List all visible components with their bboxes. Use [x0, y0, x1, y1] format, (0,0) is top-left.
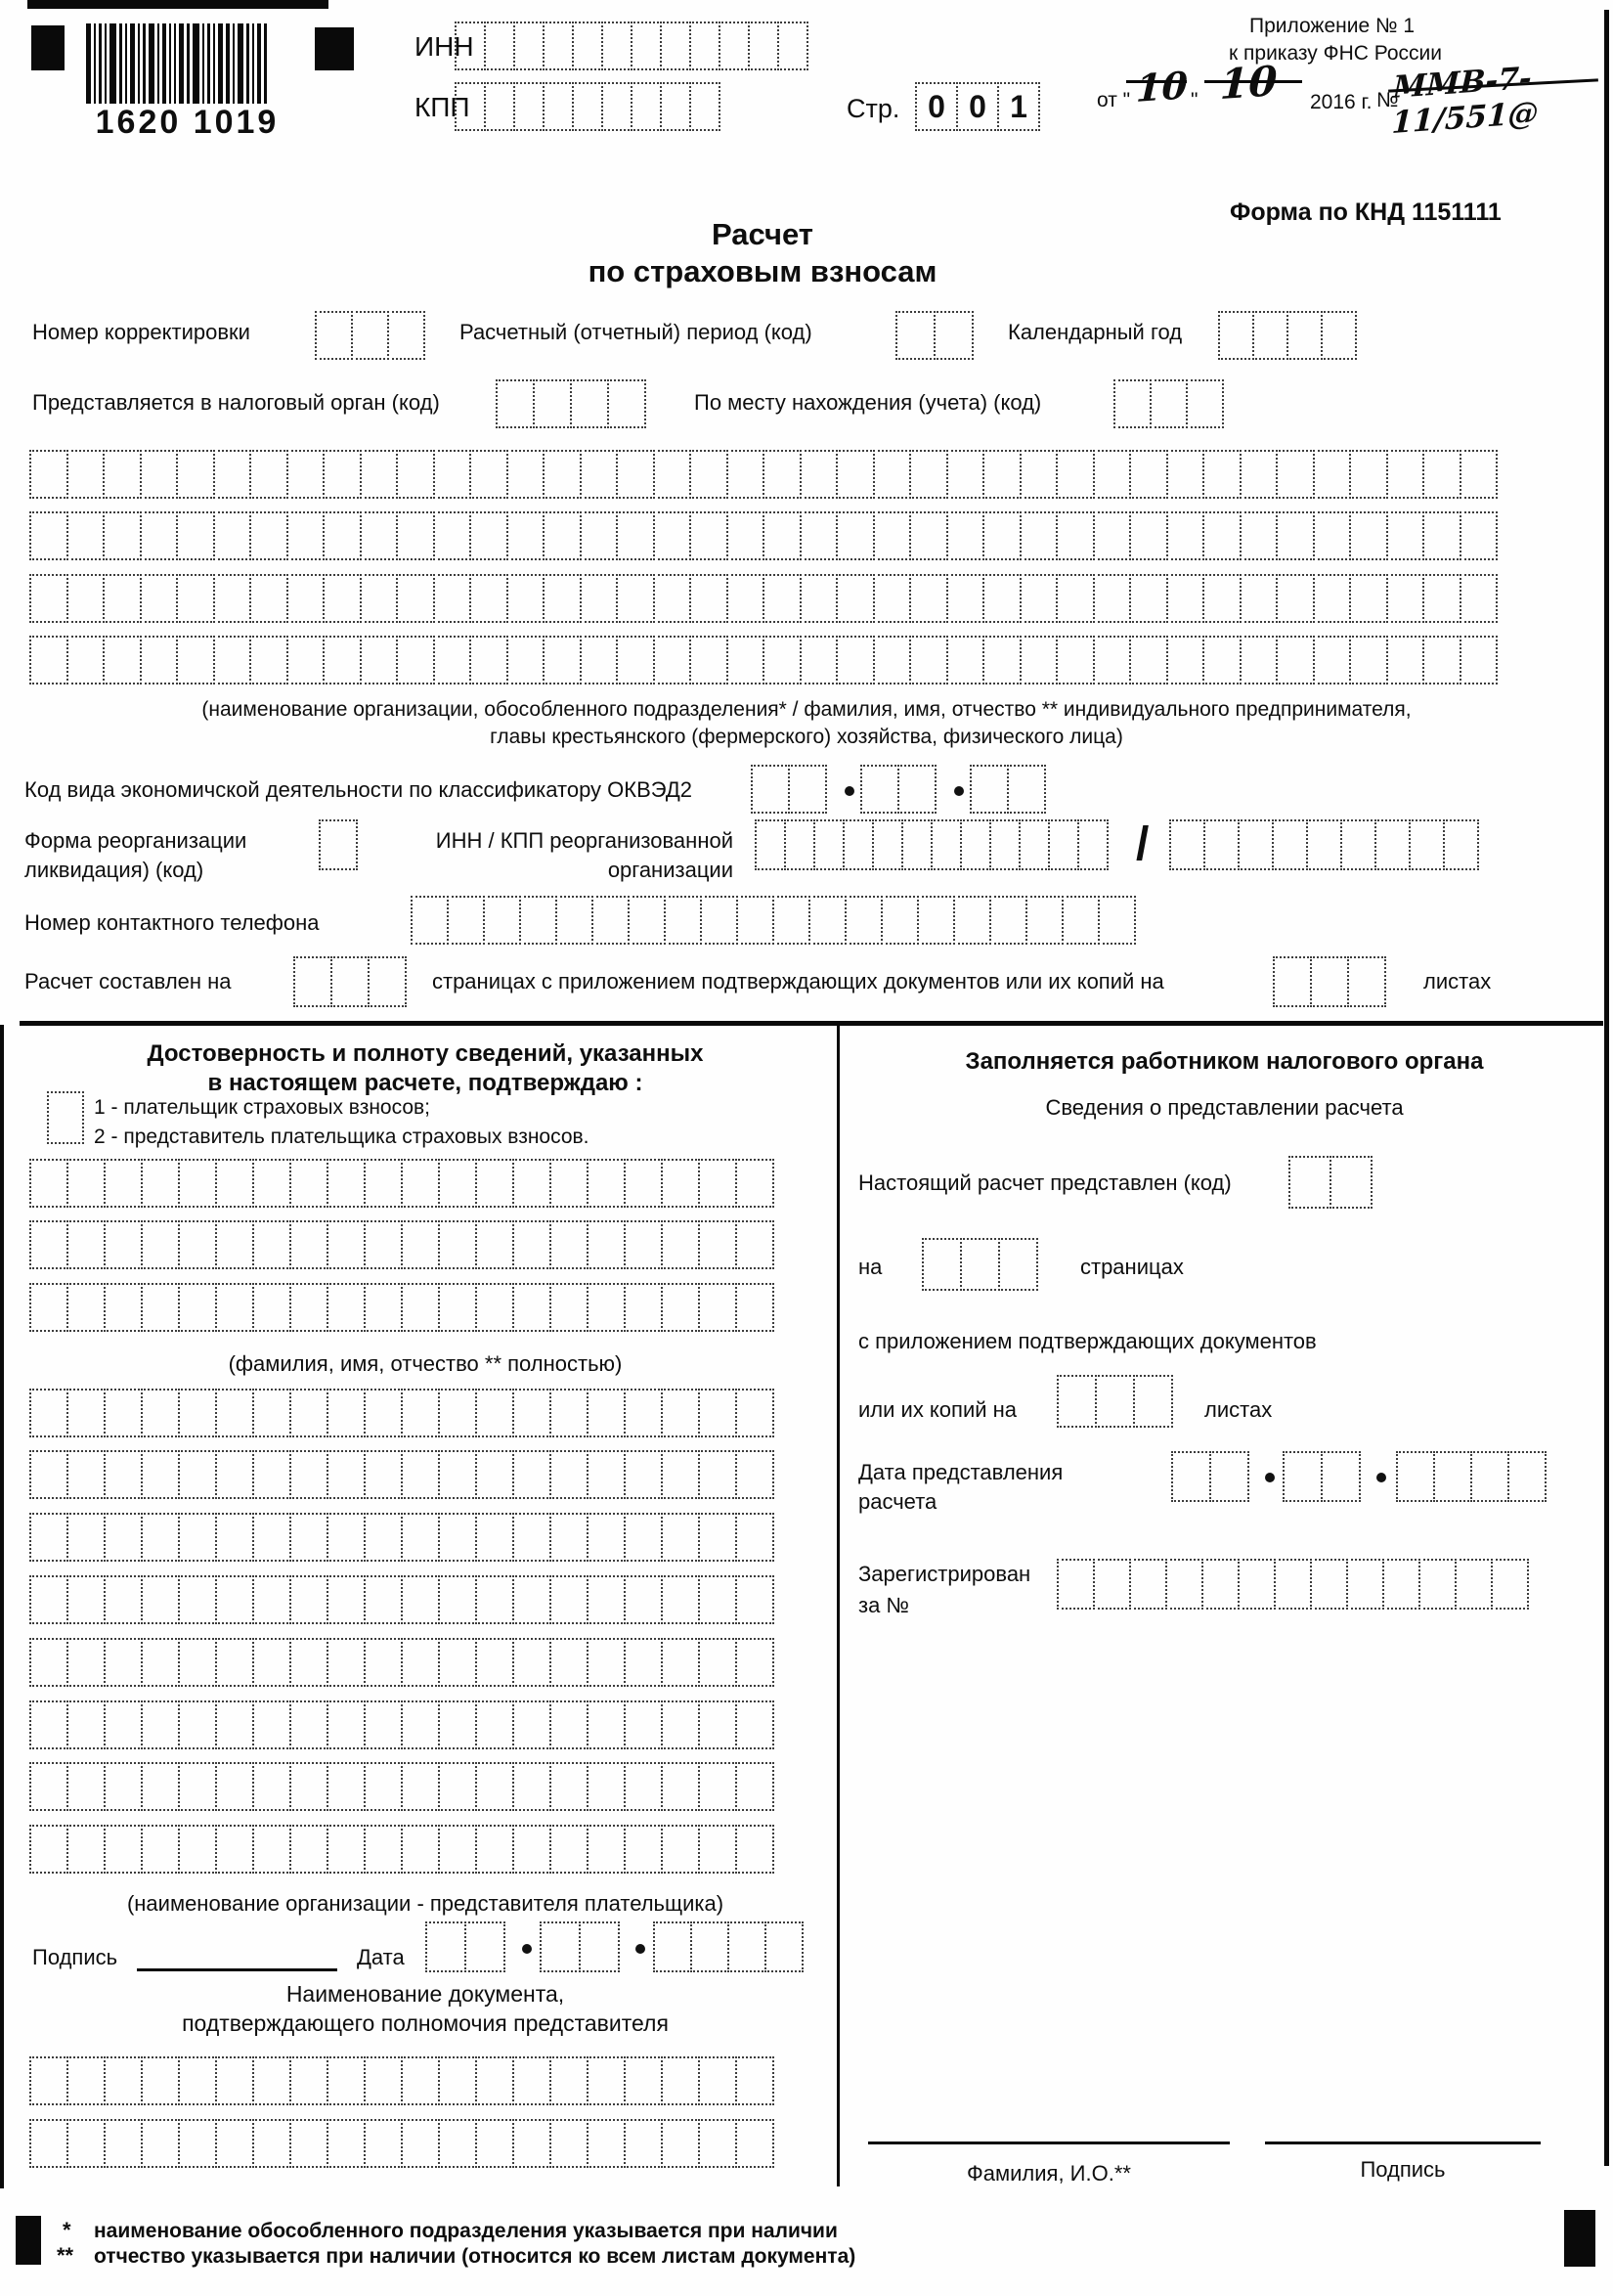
trust-header-1: Достоверность и полноту сведений, указанных — [147, 1040, 704, 1067]
submission-date-label-1: Дата представления — [858, 1460, 1064, 1484]
org-name-caption-1: (наименование организации, обособленного подразделения* / фамилия, имя, отчество ** индивидуального предпринимателя, — [201, 698, 1412, 721]
period-label: Расчетный (отчетный) период (код) — [459, 320, 812, 344]
order-number-sign: № — [1376, 89, 1399, 111]
order-month-underline — [1204, 80, 1302, 83]
page-number-cells[interactable]: 0 0 1 — [915, 82, 1040, 131]
footnote-1-text: наименование обособленного подразделения указывается при наличии — [94, 2220, 838, 2242]
okved-input-group1[interactable] — [751, 765, 827, 814]
knd-code: Форма по КНД 1151111 — [1230, 199, 1502, 226]
okved-dot-2 — [954, 786, 964, 796]
sign-date-year-input[interactable] — [653, 1921, 804, 1972]
submission-date-year-input[interactable] — [1396, 1451, 1547, 1502]
scan-right-edge — [1604, 10, 1609, 2166]
scan-top-strip — [27, 0, 328, 9]
rep-org-row-3[interactable] — [29, 1513, 774, 1562]
okved-dot-1 — [845, 786, 854, 796]
correction-number-label: Номер корректировки — [32, 320, 250, 344]
registered-label-2: за № — [858, 1593, 910, 1617]
order-month-handwritten: 10 — [1219, 56, 1279, 110]
rep-org-caption: (наименование организации - представителя плательщика) — [126, 1891, 724, 1916]
copies-label: или их копий на — [858, 1397, 1018, 1422]
tax-authority-input[interactable] — [496, 379, 646, 428]
location-code-label: По месту нахождения (учета) (код) — [694, 390, 1042, 415]
fio-row-1[interactable] — [29, 1159, 774, 1208]
presented-code-label: Настоящий расчет представлен (код) — [858, 1170, 1232, 1195]
on-pages-label: на — [858, 1255, 883, 1279]
reorg-kpp-input[interactable] — [1169, 819, 1479, 870]
rep-org-row-4[interactable] — [29, 1575, 774, 1624]
phone-input[interactable] — [411, 896, 1136, 945]
tax-officer-subheader: Сведения о представлении расчета — [1045, 1095, 1404, 1120]
org-name-row-2[interactable] — [29, 511, 1498, 560]
location-code-input[interactable] — [1113, 379, 1224, 428]
reorg-slash: / — [1136, 818, 1150, 870]
sheets-word: листах — [1204, 1397, 1273, 1422]
appendix-line2: к приказу ФНС России — [1229, 42, 1442, 65]
reorg-innkpp-label-2: организации — [607, 858, 733, 882]
registered-label-1: Зарегистрирован — [858, 1562, 1031, 1586]
officer-sign-label: Подпись — [1360, 2157, 1446, 2182]
payer-option-1: 1 - плательщик страховых взносов; — [94, 1096, 431, 1119]
rep-org-row-7[interactable] — [29, 1762, 774, 1811]
inn-input[interactable] — [455, 22, 808, 70]
fio-row-3[interactable] — [29, 1283, 774, 1332]
rep-org-row-5[interactable] — [29, 1638, 774, 1687]
trust-header-2: в настоящем расчете, подтверждаю : — [207, 1070, 643, 1096]
pages-count-input[interactable] — [293, 956, 407, 1007]
order-day-handwritten: 10 — [1135, 63, 1189, 110]
order-quote: " — [1191, 89, 1199, 111]
registration-mark-bottom-right — [1564, 2210, 1595, 2267]
reorg-form-label-1: Форма реорганизации — [24, 828, 247, 853]
sign-date-dot-1 — [522, 1944, 532, 1954]
org-name-row-1[interactable] — [29, 450, 1498, 499]
appendix-line1: Приложение № 1 — [1249, 15, 1416, 37]
sign-date-month-input[interactable] — [540, 1921, 620, 1972]
barcode — [86, 23, 270, 104]
correction-number-input[interactable] — [315, 311, 425, 360]
pages-count-label: Расчет составлен на — [24, 969, 232, 993]
order-day-underline — [1126, 80, 1187, 83]
submission-date-dot-2 — [1376, 1473, 1386, 1482]
sign-date-dot-2 — [635, 1944, 645, 1954]
org-name-caption-2: главы крестьянского (фермерского) хозяйства, физического лица) — [490, 726, 1123, 748]
form-title-line2: по страховым взносам — [588, 254, 937, 288]
pages-word: страницах — [1080, 1255, 1184, 1279]
submission-date-month-input[interactable] — [1283, 1451, 1361, 1502]
fio-caption: (фамилия, имя, отчество ** полностью) — [228, 1351, 623, 1376]
footnote-2-marker: ** — [57, 2243, 74, 2268]
signature-line[interactable] — [137, 1939, 337, 1971]
rep-org-row-2[interactable] — [29, 1450, 774, 1499]
reorg-inn-input[interactable] — [755, 819, 1109, 870]
section-divider-horizontal — [20, 1021, 1603, 1026]
registration-mark-bottom-left — [16, 2216, 41, 2265]
section-divider-vertical — [837, 1021, 840, 2186]
fio-row-2[interactable] — [29, 1220, 774, 1269]
sheets-label: листах — [1423, 969, 1492, 993]
pages-text: страницах с приложением подтверждающих документов или их копий на — [432, 969, 1164, 993]
reorg-innkpp-label-1: ИНН / КПП реорганизованной — [435, 828, 733, 853]
order-from-label: от " — [1097, 89, 1131, 111]
presented-code-input[interactable] — [1288, 1156, 1373, 1209]
rep-org-row-1[interactable] — [29, 1389, 774, 1437]
kpp-label: КПП — [414, 92, 470, 122]
reorg-form-code-input[interactable] — [319, 819, 358, 870]
tax-officer-header: Заполняется работником налогового органа — [965, 1048, 1484, 1075]
signature-label: Подпись — [32, 1945, 118, 1969]
officer-fio-line[interactable] — [868, 2141, 1230, 2144]
period-input[interactable] — [895, 311, 974, 360]
date-label: Дата — [357, 1945, 405, 1969]
on-pages-input[interactable] — [922, 1238, 1038, 1291]
scan-left-edge — [0, 1025, 4, 2188]
okved-label: Код вида экономичской деятельности по классификатору ОКВЭД2 — [24, 777, 692, 802]
form-title-line1: Расчет — [712, 217, 813, 251]
sheets-count-input[interactable] — [1273, 956, 1386, 1007]
reorg-form-label-2: ликвидация) (код) — [24, 858, 204, 882]
doc-caption-2: подтверждающего полномочия представителя — [182, 2010, 669, 2036]
registration-mark-top-left — [31, 25, 65, 70]
registered-number-input[interactable] — [1057, 1559, 1529, 1610]
payer-type-checkbox[interactable] — [47, 1091, 84, 1144]
submission-date-label-2: расчета — [858, 1489, 937, 1514]
doc-name-row-2[interactable] — [29, 2119, 774, 2168]
officer-sign-line[interactable] — [1265, 2141, 1541, 2144]
footnote-1-marker: * — [63, 2218, 71, 2242]
sign-date-day-input[interactable] — [425, 1921, 505, 1972]
registration-mark-top-right — [315, 27, 354, 70]
submission-date-day-input[interactable] — [1171, 1451, 1249, 1502]
order-year-label: 2016 г. — [1310, 91, 1373, 113]
tax-authority-label: Представляется в налоговый орган (код) — [32, 390, 440, 415]
phone-label: Номер контактного телефона — [24, 910, 320, 935]
inn-label: ИНН — [414, 31, 474, 62]
calendar-year-label: Календарный год — [1008, 320, 1183, 344]
officer-fio-label: Фамилия, И.О.** — [967, 2161, 1131, 2186]
footnote-2-text: отчество указывается при наличии (относится ко всем листам документа) — [94, 2245, 856, 2268]
doc-caption-1: Наименование документа, — [285, 1981, 565, 2007]
payer-option-2: 2 - представитель плательщика страховых взносов. — [94, 1126, 589, 1148]
doc-name-row-1[interactable] — [29, 2056, 774, 2105]
rep-org-row-8[interactable] — [29, 1825, 774, 1874]
attach-docs-text: с приложением подтверждающих документов — [858, 1329, 1317, 1353]
org-name-row-3[interactable] — [29, 574, 1498, 623]
page-number-label: Стр. — [847, 94, 900, 123]
calendar-year-input[interactable] — [1218, 311, 1357, 360]
rep-org-row-6[interactable] — [29, 1700, 774, 1749]
kpp-input[interactable] — [455, 82, 720, 131]
copies-input[interactable] — [1057, 1375, 1173, 1428]
barcode-digits: 1620 1019 — [95, 104, 280, 141]
submission-date-dot-1 — [1265, 1473, 1275, 1482]
okved-input-group2[interactable] — [860, 765, 937, 814]
org-name-row-4[interactable] — [29, 636, 1498, 684]
order-number-handwritten: ММВ-7-11/551@ — [1391, 60, 1540, 142]
okved-input-group3[interactable] — [970, 765, 1046, 814]
